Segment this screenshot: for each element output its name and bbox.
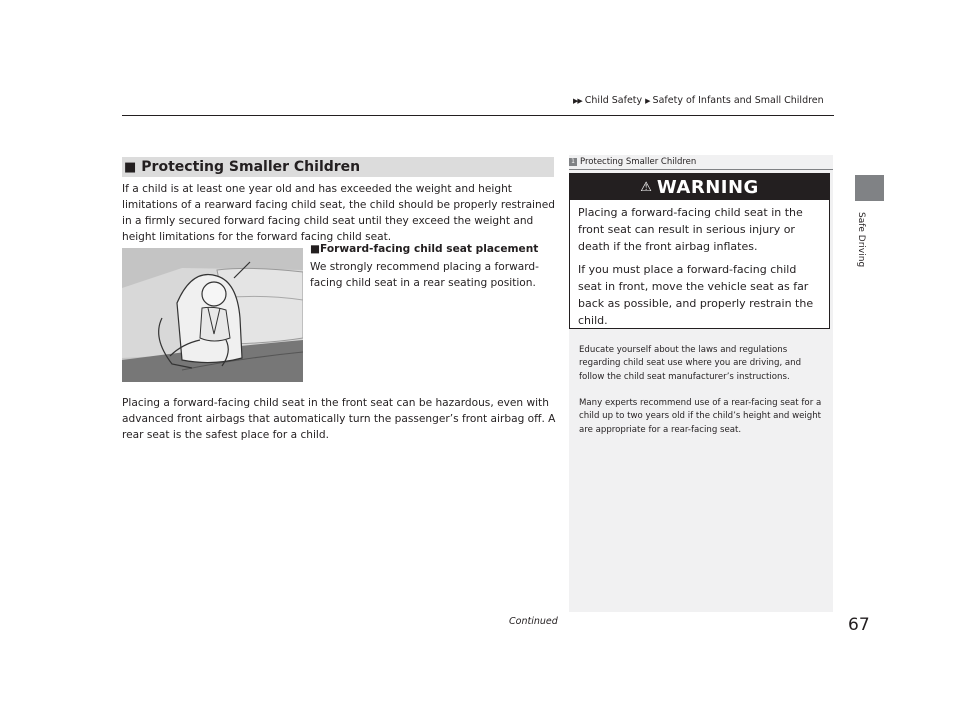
breadcrumb-item-safety-infants[interactable]: Safety of Infants and Small Children (652, 95, 824, 106)
warning-triangle-icon: ⚠ (640, 179, 652, 195)
subsection-text: We strongly recommend placing a forward-facing child seat in a rear seating position. (310, 261, 539, 289)
breadcrumb (573, 95, 824, 106)
warning-header (570, 174, 829, 200)
header-rule (122, 115, 834, 116)
section-heading (122, 157, 554, 177)
breadcrumb-arrow-icon: ▶ (645, 96, 650, 105)
page-number: 67 (848, 615, 870, 635)
chapter-tab-label[interactable]: Safe Driving (856, 212, 866, 268)
continued-label: Continued (509, 616, 558, 627)
breadcrumb-arrow-icon: ▶▶ (573, 96, 582, 105)
sidebar-note-1: Educate yourself about the laws and regulations regarding child seat use where you are driving, and follow the child seat manufacturer’s instructions. (579, 345, 802, 382)
warning-paragraph-1: Placing a forward-facing child seat in the front seat can result in serious injury or death if the front airbag inflates. (578, 206, 803, 253)
subsection-heading: ■Forward-facing child seat placement (310, 243, 539, 255)
sidebar-note-2: Many experts recommend use of a rear-facing seat for a child up to two years old if the child’s height and weight are appropriate for a rear-facing seat. (579, 398, 822, 435)
warning-paragraph-2: If you must place a forward-facing child seat in front, move the vehicle seat as far back as possible, and properly restrain the child. (578, 263, 814, 327)
warning-title: WARNING (656, 176, 759, 198)
sidebar-header-text: Protecting Smaller Children (580, 157, 697, 167)
chapter-tab-marker (855, 175, 884, 201)
closing-paragraph: Placing a forward-facing child seat in the front seat can be hazardous, even with advanced front airbags that automatically turn the passenger’s front airbag off. A rear seat is the safest place for a child. (122, 397, 556, 441)
warning-body (570, 200, 829, 329)
sidebar-header (569, 157, 696, 167)
section-title: Protecting Smaller Children (141, 159, 361, 175)
sidebar-rule (569, 169, 833, 170)
child-seat-illustration (122, 248, 303, 382)
warning-box (569, 173, 830, 329)
section-square-icon: ■ (124, 159, 137, 175)
intro-paragraph: If a child is at least one year old and has exceeded the weight and height limitations of a rearward facing child seat, the child should be properly restrained in a firmly secured forward facing child seat until they exceed the weight and height limitations for the forward facing child seat. (122, 183, 555, 243)
reference-number-icon: 1 (569, 158, 577, 166)
breadcrumb-item-child-safety[interactable]: Child Safety (584, 95, 643, 106)
